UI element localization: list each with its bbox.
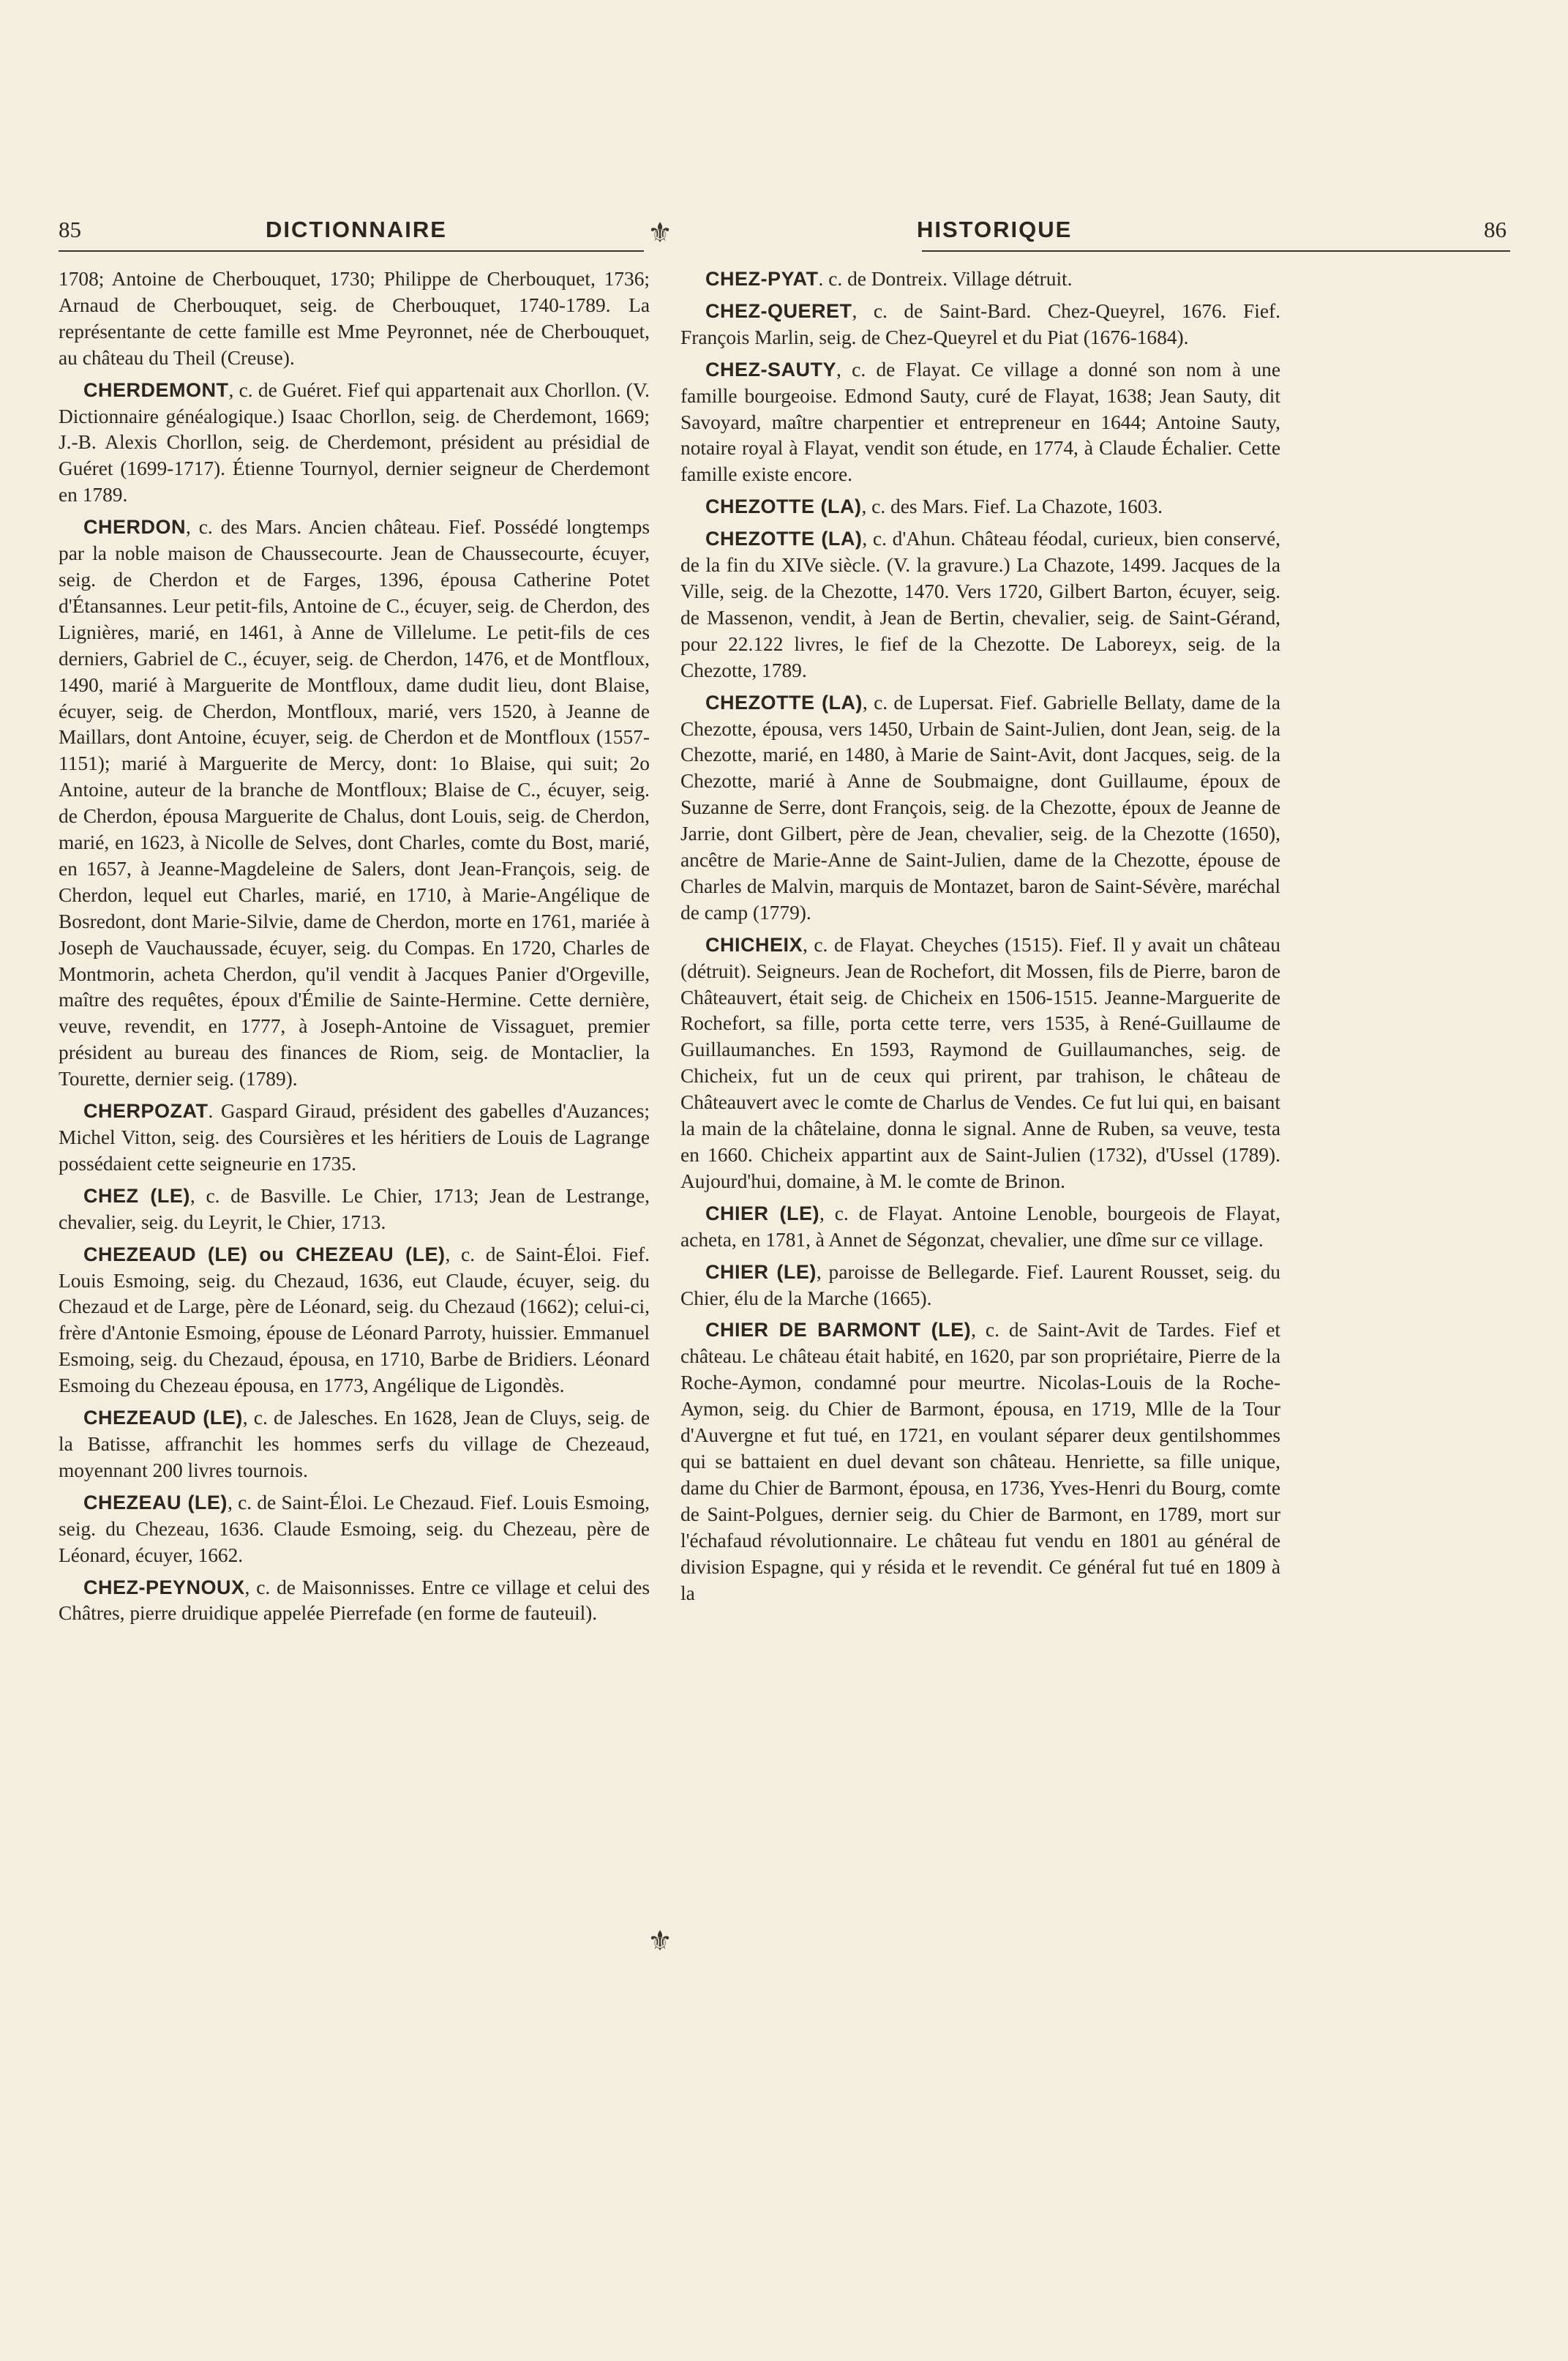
dictionary-entry — [680, 299, 1280, 351]
entry-headword: CHEZ (LE) — [83, 1184, 190, 1207]
entry-text: , c. des Mars. Ancien château. Fief. Possédé longtemps par la noble maison de Chaussecourte. Jean de Chaussecourte, écuyer, seig. de Cherdon et de Farges, 1396, épousa Catherine Potet d'Étansannes. Leur petit-fils, Antoine de C., écuyer, seig. de Cherdon, des Lignières, marié, en 1461, à Anne de Villelume. Le petit-fils de ces derniers, Gabriel de C., écuyer, seig. de Cherdon, 1476, et de Montfloux, 1490, marié à Marguerite de Montfloux, dame dudit lieu, dont Blaise, écuyer, seig. de Cherdon, Montfloux, marié, vers 1520, à Jeanne de Maillars, dont Antoine, écuyer, seig. de Cherdon et de Montfloux (1557-1151); marié à Marguerite de Mercy, dont: 1o Blaise, qui suit; 2o Antoine, auteur de la branche de Montfloux; Blaise de C., écuyer, seig. de Cherdon, épousa Marguerite de Chalus, dont Louis, seig. de Cherdon, marié, en 1623, à Nicolle de Selves, dont Charles, comte du Bost, marié, en 1657, à Jeanne-Magdeleine de Salers, dont Jean-François, seig. de Cherdon, lequel eut Charles, marié, en 1710, à Marie-Angélique de Bosredont, dont Marie-Silvie, dame de Cherdon, morte en 1761, mariée à Joseph de Vauchaussade, écuyer, seig. du Compas. En 1720, Charles de Montmorin, acheta Cherdon, qu'il vendit à Jacques Panier d'Orgeville, maître des requêtes, époux d'Émilie de Sainte-Hermine. Cette dernière, veuve, revendit, en 1777, à Joseph-Antoine de Vissaguet, premier président au bureau des finances de Riom, seig. de Montaclier, la Tourette, dernier seig. (1789). — [59, 516, 650, 1090]
dictionary-entry — [680, 266, 1280, 293]
right-column — [680, 266, 1280, 1612]
entry-headword: CHIER (LE) — [705, 1202, 820, 1224]
entry-headword: CHEZOTTE (LA) — [705, 495, 862, 518]
entry-text: , c. de Lupersat. Fief. Gabrielle Bellaty, dame de la Chezotte, épousa, vers 1450, Urbain de Saint-Julien, dont Jean, seig. de la Chezotte, marié, en 1480, à Marie de Saint-Avit, dont Jacques, seig. de la Chezotte, marié à Anne de Soubmaigne, dont Guillaume, époux de Suzanne de Serre, dont François, seig. de la Chezotte, époux de Jeanne de Jarrie, dont Gilbert, père de Jean, chevalier, seig. de la Chezotte (1650), ancêtre de Marie-Anne de Saint-Julien, dame de la Chezotte, épouse de Charles de Malvin, marquis de Montazet, baron de Saint-Sévère, maréchal de camp (1779). — [680, 691, 1280, 924]
entry-headword: CHERDEMONT — [83, 378, 229, 401]
entry-headword: CHEZEAUD (LE) ou CHEZEAU (LE) — [83, 1243, 446, 1265]
dictionary-entry — [680, 526, 1280, 684]
entry-text: , c. de Flayat. Ce village a donné son nom à une famille bourgeoise. Edmond Sauty, curé de Flayat, 1638; Jean Sauty, dit Savoyard, maître charpentier et entrepreneur en 1644; Antoine Sauty, notaire royal à Flayat, vendit son étude, en 1774, à Claude Échalier. Cette famille existe encore. — [680, 358, 1280, 486]
entry-text: , c. de Saint-Bard. Chez-Queyrel, 1676. Fief. François Marlin, seig. de Chez-Queyrel et du Piat (1676-1684). — [680, 299, 1280, 348]
entry-text: . Gaspard Giraud, président des gabelles d'Auzances; Michel Vitton, seig. des Coursières et les héritiers de Louis de Lagrange possédaient cette seigneurie en 1735. — [59, 1100, 650, 1175]
page-number-right: 86 — [1484, 217, 1507, 242]
dictionary-entry — [59, 266, 650, 372]
entry-headword: CHICHEIX — [705, 933, 803, 956]
dictionary-entry — [59, 1183, 650, 1236]
entry-headword: CHEZEAUD (LE) — [83, 1407, 243, 1429]
entry-text: , paroisse de Bellegarde. Fief. Laurent Rousset, seig. du Chier, élu de la Marche (1665). — [680, 1260, 1280, 1309]
dictionary-entry — [59, 515, 650, 1093]
entry-text: , c. de Flayat. Antoine Lenoble, bourgeois de Flayat, acheta, en 1781, à Annet de Ségonzat, chevalier, une dîme sur ce village. — [680, 1202, 1280, 1251]
header-rule-left — [59, 250, 644, 252]
entry-text: , c. d'Ahun. Château féodal, curieux, bien conservé, de la fin du XIVe siècle. (V. la gravure.) La Chazote, 1499. Jacques de la Ville, seig. de la Chezotte, 1470. Vers 1720, Gilbert Barton, écuyer, seig. de Massenon, vendit, à Jean de Bertin, chevalier, seig. de Saint-Gérand, pour 22.122 livres, le fief de la Chezotte. De Laboreyx, seig. de la Chezotte, 1789. — [680, 528, 1280, 681]
entry-text: , c. de Jalesches. En 1628, Jean de Cluys, seig. de la Batisse, affranchit les hommes serfs du village de Chezeaud, moyennant 200 livres tournois. — [59, 1407, 650, 1481]
dictionary-entry — [680, 1260, 1280, 1312]
dictionary-entry — [680, 932, 1280, 1195]
entry-text: , c. de Saint-Avit de Tardes. Fief et château. Le château était habité, en 1620, par son propriétaire, Pierre de la Roche-Aymon, condamné pour meurtre. Nicolas-Louis de la Roche-Aymon, seig. du Chier de Barmont, épousa, en 1719, Mlle de la Tour d'Auvergne et fut tué, en 1721, en voulant séparer deux gentilshommes qui se battaient en duel devant son château. Henriette, sa fille unique, dame du Chier de Barmont, épousa, en 1736, Yves-Henri du Bourg, comte de Saint-Polgues, dernier seig. du Chier de Barmont, en 1789, mort sur l'échafaud révolutionnaire. Le château fut vendu en 1801 au général de division Espagne, qui y résida et le revendit. Ce général fut tué en 1809 à la — [680, 1319, 1280, 1604]
running-title-right: HISTORIQUE — [917, 217, 1073, 242]
running-title-left: DICTIONNAIRE — [266, 217, 447, 242]
dictionary-entry — [680, 690, 1280, 927]
entry-text: , c. de Basville. Le Chier, 1713; Jean de Lestrange, chevalier, seig. du Leyrit, le Chier, 1713. — [59, 1184, 650, 1233]
entry-text: , c. des Mars. Fief. La Chazote, 1603. — [861, 495, 1163, 518]
entry-headword: CHERPOZAT — [83, 1100, 209, 1123]
dictionary-entry — [680, 357, 1280, 489]
dictionary-entry — [680, 1317, 1280, 1606]
entry-text: , c. de Guéret. Fief qui appartenait aux Chorllon. (V. Dictionnaire généalogique.) Isaac Chorllon, seig. de Cherdemont, 1669; J.-B. Alexis Chorllon, seig. de Cherdemont, président au présidial de Guéret (1699-1717). Étienne Tournyol, dernier seigneur de Cherdemont en 1789. — [59, 378, 650, 506]
entry-headword: CHERDON — [83, 516, 187, 539]
entry-headword: CHEZOTTE (LA) — [705, 691, 863, 714]
entry-text: , c. de Maisonnisses. Entre ce village et celui des Châtres, pierre druidique appelée Pierrefade (en forme de fauteuil). — [59, 1576, 650, 1625]
fleuron-ornament-icon: ⚜ — [648, 1926, 673, 1957]
left-column — [59, 266, 650, 1633]
dictionary-entry — [59, 378, 650, 509]
entry-headword: CHEZOTTE (LA) — [705, 528, 863, 550]
dictionary-entry — [59, 1490, 650, 1569]
entry-headword: CHEZ-SAUTY — [705, 358, 836, 381]
entry-text: , c. de Saint-Éloi. Le Chezaud. Fief. Louis Esmoing, seig. du Chezeau, 1636. Claude Esmoing, seig. du Chezeau, père de Léonard, écuyer, 1662. — [59, 1491, 650, 1566]
entry-text: 1708; Antoine de Cherbouquet, 1730; Philippe de Cherbouquet, 1736; Arnaud de Cherbouquet, seig. de Cherbouquet, 1740-1789. La représentante de cette famille est Mme Peyronnet, née de Cherbouquet, au château du Theil (Creuse). — [59, 268, 650, 369]
entry-headword: CHEZ-QUERET — [705, 299, 852, 322]
fleuron-ornament-icon: ⚜ — [648, 218, 673, 249]
dictionary-entry — [680, 1201, 1280, 1254]
dictionary-entry — [59, 1242, 650, 1399]
dictionary-entry — [680, 494, 1280, 520]
entry-headword: CHEZ-PYAT — [705, 268, 819, 290]
entry-text: , c. de Saint-Éloi. Fief. Louis Esmoing, seig. du Chezaud, 1636, eut Claude, écuyer, seig. du Chezaud et de Large, père de Léonard, seig. du Chezaud (1662); celui-ci, frère d'Antonie Esmoing, épouse de Léonard Parroty, huissier. Emmanuel Esmoing, seig. du Chezaud, épousa, en 1710, Barbe de Bridiers. Léonard Esmoing du Chezeau épousa, en 1773, Angélique de Ligondès. — [59, 1243, 650, 1397]
entry-headword: CHEZEAU (LE) — [83, 1491, 228, 1513]
dictionary-entry — [59, 1099, 650, 1178]
dictionary-entry — [59, 1575, 650, 1628]
entry-headword: CHIER DE BARMONT (LE) — [705, 1319, 972, 1342]
entry-text: , c. de Flayat. Cheyches (1515). Fief. Il y avait un château (détruit). Seigneurs. Jean de Rochefort, dit Mossen, fils de Pierre, baron de Châteauvert, était seig. de Chicheix en 1506-1515. Jeanne-Marguerite de Rochefort, sa fille, porta cette terre, vers 1535, à René-Guillaume de Guillaumanches. En 1593, Raymond de Guillaumanches, seig. de Chicheix, fut un de ceux qui prirent, par trahison, le château de Châteauvert avec le comte de Charlus de Vendes. Ce fut lui qui, en baisant la main de la châtelaine, donna le signal. Anne de Ruben, sa veuve, testa en 1660. Chicheix appartint aux de Saint-Julien (1732), d'Ussel (1789). Aujourd'hui, domaine, à M. le comte de Brinon. — [680, 933, 1280, 1192]
entry-headword: CHIER (LE) — [705, 1260, 817, 1283]
dictionary-entry — [59, 1405, 650, 1484]
entry-headword: CHEZ-PEYNOUX — [83, 1576, 245, 1598]
page-number-left: 85 — [59, 217, 81, 242]
entry-text: . c. de Dontreix. Village détruit. — [818, 268, 1073, 290]
page-header — [59, 217, 1509, 249]
header-rule-right — [922, 250, 1510, 252]
